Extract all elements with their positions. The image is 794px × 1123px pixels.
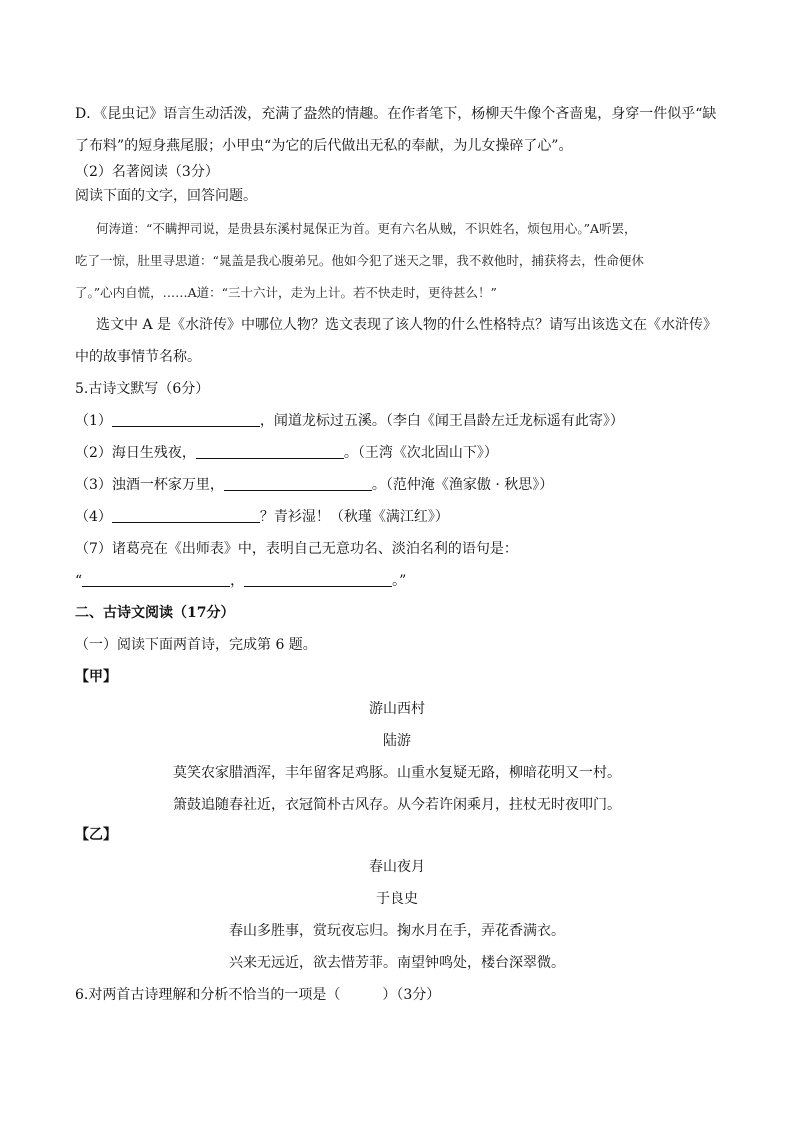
- q5-item-7: （7）诸葛亮在《出师表》中，表明自己无意功名、淡泊名利的语句是：: [75, 541, 518, 557]
- part2-instruction: 阅读下面的文字，回答问题。: [75, 188, 257, 204]
- open-quote: “: [75, 573, 83, 589]
- answer-blank[interactable]: [112, 508, 260, 523]
- answer-blank[interactable]: [224, 476, 372, 491]
- answer-blank[interactable]: [196, 444, 344, 459]
- q6-stem: 6.对两首古诗理解和分析不恰当的一项是（ ）（3分）: [75, 987, 441, 1003]
- passage-line-3: 了。”心内自慌，……A道：“三十六计，走为上计。若不快走时，更待甚么！”: [75, 285, 497, 300]
- q5-item-1-number: （1）: [75, 413, 112, 429]
- answer-blank[interactable]: [244, 572, 392, 587]
- question-line-1: 选文中 A 是《水浒传》中哪位人物？选文表现了该人物的什么性格特点？请写出该选文在《水浒传》: [96, 317, 718, 333]
- q5-item-2: [75, 443, 498, 463]
- q5-item-2-tail: 。（王湾《次北固山下》）: [343, 445, 498, 461]
- q5-item-4-number: （4）: [75, 509, 112, 525]
- q5-item-1: [75, 411, 624, 431]
- q5-item-4: [75, 507, 449, 527]
- poem-jia-line-2: 箫鼓追随春社近，衣冠简朴古风存。从今若许闲乘月，拄杖无时夜叩门。: [173, 797, 621, 813]
- poem-yi-line-1: 春山多胜事，赏玩夜忘归。掬水月在手，弄花香满衣。: [229, 923, 565, 939]
- q5-item-3: [75, 475, 553, 495]
- comma: ，: [230, 573, 245, 589]
- poem-yi-line-2: 兴来无远近，欲去惜芳菲。南望钟鸣处，楼台深翠微。: [229, 955, 565, 971]
- q5-heading: 5.古诗文默写（6分）: [75, 381, 210, 397]
- part2-heading: （2）名著阅读（3分）: [75, 164, 219, 180]
- q5-item-3-tail: 。（范仲淹《渔家傲 · 秋思》）: [371, 477, 554, 493]
- poem-yi-title: 春山夜月: [369, 859, 425, 875]
- q5-item-7-answer: [75, 571, 406, 591]
- q5-item-2-text: （2）海日生残夜，: [75, 445, 196, 461]
- poem-jia-title: 游山西村: [369, 701, 425, 717]
- question-line-2: 中的故事情节名称。: [75, 349, 201, 365]
- answer-blank[interactable]: [82, 572, 230, 587]
- section-2-heading: 二、古诗文阅读（17分）: [75, 605, 235, 621]
- option-d-line-2: 了布料”的短身燕尾服；小甲虫“为它的后代做出无私的奉献，为儿女操碎了心”。: [75, 138, 573, 154]
- q5-item-1-text: ，闻道龙标过五溪。（李白《闻王昌龄左迁龙标遥有此寄》）: [259, 413, 624, 429]
- poem-jia-line-1: 莫笑农家腊酒浑，丰年留客足鸡豚。山重水复疑无路，柳暗花明又一村。: [173, 765, 621, 781]
- q5-item-4-tail: ？青衫湿！（秋瑾《满江红》）: [259, 509, 449, 525]
- poem-jia-author: 陆游: [383, 733, 411, 749]
- q5-item-3-text: （3）浊酒一杯家万里，: [75, 477, 224, 493]
- answer-blank[interactable]: [112, 412, 260, 427]
- poem-yi-label: 【乙】: [75, 827, 117, 843]
- poem-yi-author: 于良史: [376, 891, 418, 907]
- passage-line-1: 何涛道：“不瞒押司说，是贵县东溪村晁保正为首。更有六名从贼，不识姓名，烦包用心。”A听罢，: [96, 221, 637, 236]
- passage-line-2: 吃了一惊，肚里寻思道：“晁盖是我心腹弟兄。他如今犯了迷天之罪，我不救他时，捕获将去，性命便休: [75, 253, 644, 268]
- option-d-line-1: D．《昆虫记》语言生动活泼，充满了盎然的情趣。在作者笔下，杨柳天牛像个吝啬鬼，身穿一件似乎“缺: [75, 106, 717, 122]
- section-2-instruction: （一）阅读下面两首诗，完成第 6 题。: [75, 637, 317, 653]
- poem-jia-label: 【甲】: [75, 669, 117, 685]
- close-quote: 。”: [392, 573, 407, 589]
